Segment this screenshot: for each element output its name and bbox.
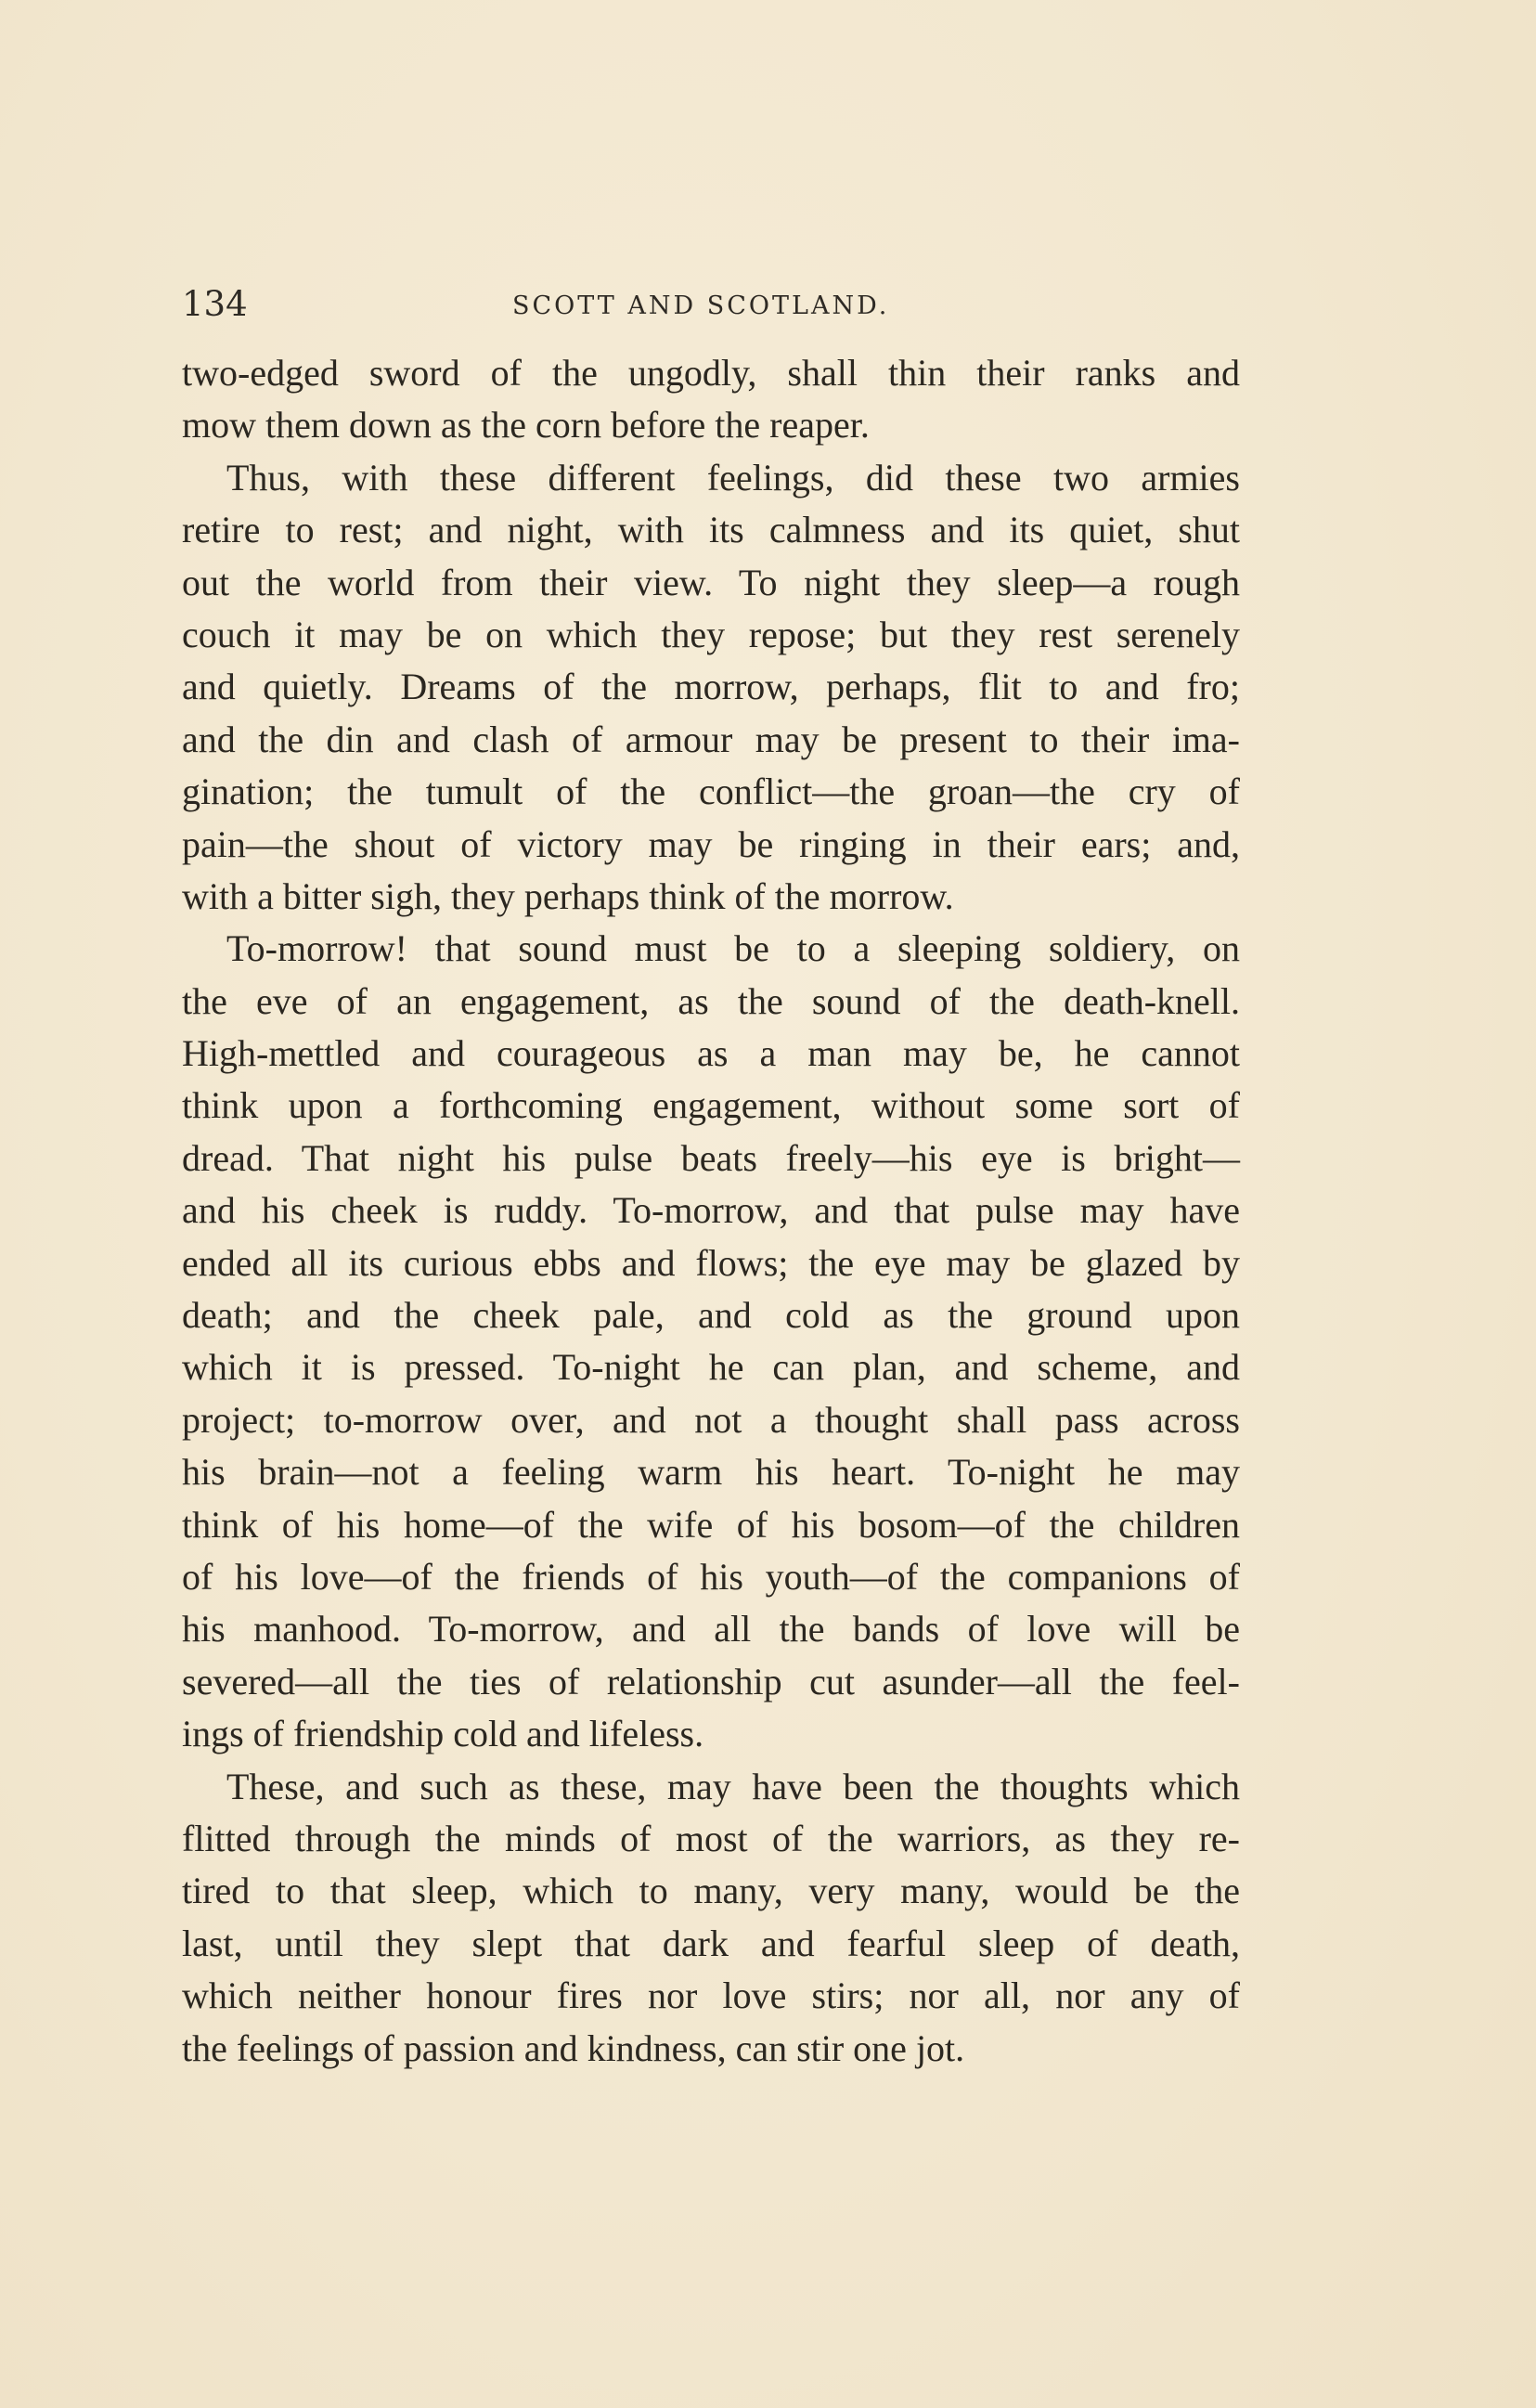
text-line: his brain—not a feeling warm his heart. To-night he may (182, 1451, 1240, 1494)
text-line: ings of friendship cold and lifeless. (182, 1713, 704, 1755)
text-line: mow them down as the corn before the reaper. (182, 404, 870, 447)
text-line: High-mettled and courageous as a man may be, he cannot (182, 1032, 1240, 1075)
text-line: out the world from their view. To night they sleep—a rough (182, 561, 1240, 603)
text-line: These, and such as these, may have been the thoughts which (226, 1765, 1240, 1807)
text-line: two-edged sword of the ungodly, shall thin their ranks and (182, 352, 1240, 394)
text-line: gination; the tumult of the conflict—the groan—the cry of (182, 770, 1240, 813)
text-line: with a bitter sigh, they perhaps think of the morrow. (182, 874, 954, 917)
text-line: retire to rest; and night, with its calmness and its quiet, shut (182, 509, 1240, 551)
text-line: severed—all the ties of relationship cut asunder—all the feel- (182, 1660, 1240, 1702)
text-line: flitted through the minds of most of the warriors, as they re- (182, 1817, 1240, 1859)
running-title: SCOTT AND SCOTLAND. (512, 291, 890, 320)
text-line: dread. That night his pulse beats freely—his eye is bright— (182, 1136, 1240, 1179)
text-line: and his cheek is ruddy. To-morrow, and that pulse may have (182, 1189, 1240, 1232)
text-line: of his love—of the friends of his youth—of the companions of (182, 1555, 1240, 1598)
text-line: the eve of an engagement, as the sound of the death-knell. (182, 979, 1240, 1022)
text-line: death; and the cheek pale, and cold as the ground upon (182, 1294, 1240, 1337)
text-line: his manhood. To-morrow, and all the bands of love will be (182, 1608, 1240, 1651)
text-line: think upon a forthcoming engagement, without some sort of (182, 1084, 1240, 1127)
text-line: which neither honour fires nor love stirs; nor all, nor any of (182, 1974, 1240, 2017)
text-line: Thus, with these different feelings, did these two armies (226, 456, 1240, 498)
text-line: last, until they slept that dark and fearful sleep of death, (182, 1922, 1240, 1964)
text-line: project; to-morrow over, and not a thought shall pass across (182, 1398, 1240, 1441)
text-line: and the din and clash of armour may be present to their ima- (182, 718, 1240, 760)
text-line: the feelings of passion and kindness, can stir one jot. (182, 2026, 965, 2069)
text-line: think of his home—of the wife of his bosom—of the children (182, 1503, 1240, 1546)
text-line: which it is pressed. To-night he can plan, and scheme, and (182, 1346, 1240, 1389)
page-number: 134 (182, 284, 248, 324)
body-text (182, 347, 1240, 2075)
text-line: ended all its curious ebbs and flows; the eye may be glazed by (182, 1241, 1240, 1284)
text-line: pain—the shout of victory may be ringing in their ears; and, (182, 822, 1240, 865)
text-line: To-morrow! that sound must be to a sleeping soldiery, on (226, 927, 1240, 970)
running-head (182, 284, 1240, 325)
text-line: and quietly. Dreams of the morrow, perhaps, flit to and fro; (182, 666, 1240, 708)
text-line: couch it may be on which they repose; but they rest serenely (182, 613, 1240, 655)
text-line: tired to that sleep, which to many, very many, would be the (182, 1870, 1240, 1912)
